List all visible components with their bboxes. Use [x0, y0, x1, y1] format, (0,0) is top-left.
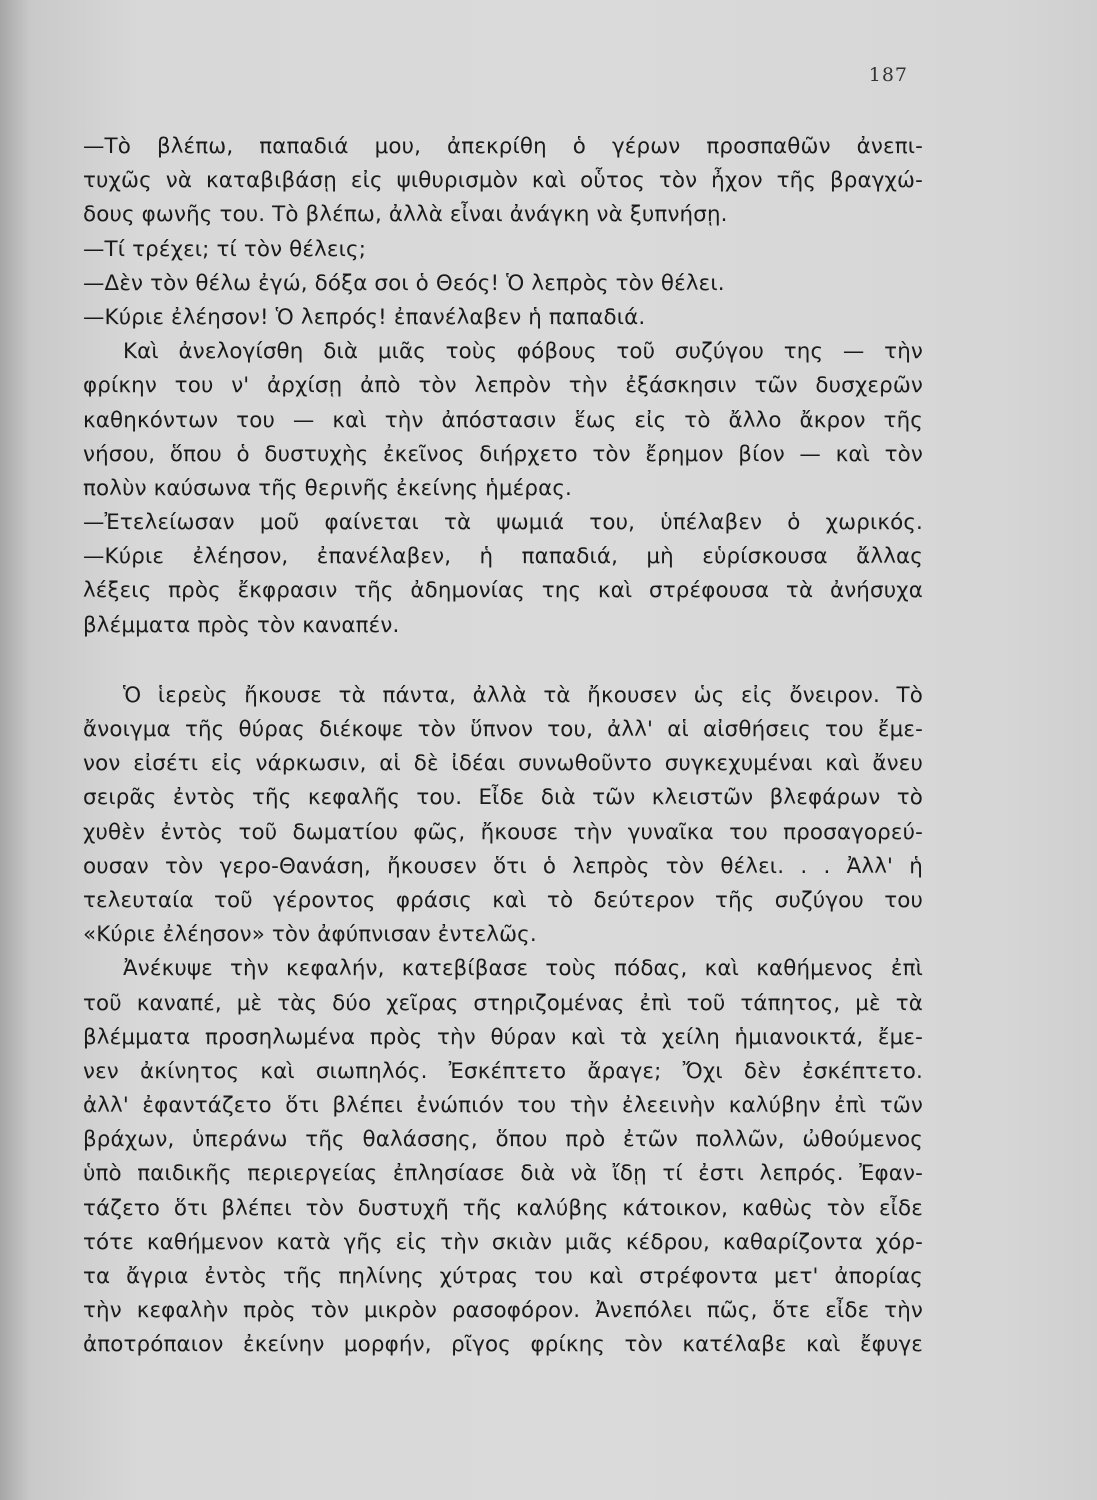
text-line: νήσου, ὅπου ὁ δυστυχὴς ἐκεῖνος διήρχετο τὸν ἔρημον βίον — καὶ τὸν — [83, 441, 923, 467]
paragraph — [83, 506, 923, 540]
text-line: τοῦ καναπέ, μὲ τὰς δύο χεῖρας στηριζομένας ἐπὶ τοῦ τάπητος, μὲ τὰ — [83, 990, 923, 1016]
text-line: Ἀνέκυψε τὴν κεφαλήν, κατεβίβασε τοὺς πόδας, καὶ καθήμενος ἐπὶ — [123, 956, 923, 982]
text-line: βλέμματα προσηλωμένα πρὸς τὴν θύραν καὶ τὰ χείλη ἡμιανοικτά, ἔμε- — [83, 1024, 923, 1050]
text-line: χυθὲν ἐντὸς τοῦ δωματίου φῶς, ἤκουσε τὴν γυναῖκα του προσαγορεύ- — [83, 819, 923, 845]
text-line: ἄνοιγμα τῆς θύρας διέκοψε τὸν ὕπνον του, ἀλλ' αἱ αἰσθήσεις του ἔμε- — [83, 717, 923, 742]
text-line: ουσαν τὸν γερο-Θανάση, ἤκουσεν ὅτι ὁ λεπρὸς τὸν θέλει. . . Ἀλλ' ἡ — [83, 853, 923, 879]
paragraph — [83, 267, 923, 301]
paragraph — [83, 335, 923, 506]
text-line: τυχῶς νὰ καταβιβάσῃ εἰς ψιθυρισμὸν καὶ οὗτος τὸν ἦχον τῆς βραγχώ- — [83, 168, 923, 194]
page-body-text — [83, 130, 923, 1363]
text-line: τότε καθήμενον κατὰ γῆς εἰς τὴν σκιὰν μιᾶς κέδρου, καθαρίζοντα χόρ- — [83, 1229, 923, 1255]
text-line: —Ἐτελείωσαν μοῦ φαίνεται τὰ ψωμιά του, ὑπέλαβεν ὁ χωρικός. — [83, 510, 923, 536]
text-line: βράχων, ὑπεράνω τῆς θαλάσσης, ὅπου πρὸ ἐτῶν πολλῶν, ὠθούμενος — [83, 1127, 923, 1153]
text-line: τελευταία τοῦ γέροντος φράσις καὶ τὸ δεύτερον τῆς συζύγου του — [83, 887, 923, 913]
paragraph — [83, 233, 923, 267]
text-line: βλέμματα πρὸς τὸν καναπέν. — [83, 612, 400, 638]
text-line: δους φωνῆς του. Τὸ βλέπω, ἀλλὰ εἶναι ἀνάγκη νὰ ξυπνήσῃ. — [83, 202, 728, 228]
text-line: ἀλλ' ἐφαντάζετο ὅτι βλέπει ἐνώπιόν του τὴν ἐλεεινὴν καλύβην ἐπὶ τῶν — [83, 1093, 923, 1119]
page-number: 187 — [868, 64, 908, 86]
paragraph — [83, 130, 923, 233]
text-line: φρίκην του ν' ἀρχίσῃ ἀπὸ τὸν λεπρὸν τὴν ἐξάσκησιν τῶν δυσχερῶν — [83, 373, 923, 399]
text-line: —Κύριε ἐλέησον, ἐπανέλαβεν, ἡ παπαδιά, μὴ εὑρίσκουσα ἄλλας — [83, 544, 923, 570]
paragraph — [83, 679, 923, 953]
text-line: λέξεις πρὸς ἔκφρασιν τῆς ἀδημονίας της καὶ στρέφουσα τὰ ἀνήσυχα — [83, 578, 923, 604]
text-line: —Δὲν τὸν θέλω ἐγώ, δόξα σοι ὁ Θεός! Ὁ λεπρὸς τὸν θέλει. — [83, 270, 725, 296]
text-line: τάζετο ὅτι βλέπει τὸν δυστυχῆ τῆς καλύβης κάτοικον, καθὼς τὸν εἶδε — [83, 1195, 923, 1221]
text-line: νον εἰσέτι εἰς νάρκωσιν, αἱ δὲ ἰδέαι συνωθοῦντο συγκεχυμέναι καὶ ἄνευ — [83, 751, 923, 777]
paragraph — [83, 540, 923, 643]
text-line: καθηκόντων του — καὶ τὴν ἀπόστασιν ἕως εἰς τὸ ἄλλο ἄκρον τῆς — [83, 407, 923, 433]
text-line: τα ἄγρια ἐντὸς τῆς πηλίνης χύτρας του καὶ στρέφοντα μετ' ἀπορίας — [83, 1264, 923, 1289]
paragraph — [83, 952, 923, 1362]
text-line: τὴν κεφαλὴν πρὸς τὸν μικρὸν ρασοφόρον. Ἀνεπόλει πῶς, ὅτε εἶδε τὴν — [83, 1298, 923, 1324]
text-line: —Τί τρέχει; τί τὸν θέλεις; — [83, 236, 367, 262]
text-line: νεν ἀκίνητος καὶ σιωπηλός. Ἐσκέπτετο ἄραγε; Ὄχι δὲν ἐσκέπτετο. — [83, 1058, 923, 1084]
text-line: —Τὸ βλέπω, παπαδιά μου, ἀπεκρίθη ὁ γέρων προσπαθῶν ἀνεπι- — [83, 134, 923, 159]
text-line: ὑπὸ παιδικῆς περιεργείας ἐπλησίασε διὰ νὰ ἴδῃ τί ἐστι λεπρός. Ἐφαν- — [83, 1161, 923, 1187]
text-line: ἀποτρόπαιον ἐκείνην μορφήν, ρῖγος φρίκης τὸν κατέλαβε καὶ ἔφυγε — [83, 1332, 923, 1358]
paragraph — [83, 301, 923, 335]
text-line: Καὶ ἀνελογίσθη διὰ μιᾶς τοὺς φόβους τοῦ συζύγου της — τὴν — [123, 339, 923, 365]
text-line: —Κύριε ἐλέησον! Ὁ λεπρός! ἐπανέλαβεν ἡ παπαδιά. — [83, 304, 646, 330]
text-line: σειρᾶς ἐντὸς τῆς κεφαλῆς του. Εἶδε διὰ τῶν κλειστῶν βλεφάρων τὸ — [83, 785, 923, 811]
text-line: πολὺν καύσωνα τῆς θερινῆς ἐκείνης ἡμέρας. — [83, 475, 573, 501]
text-line: «Κύριε ἐλέησον» τὸν ἀφύπνισαν ἐντελῶς. — [83, 922, 537, 948]
text-line: Ὁ ἱερεὺς ἤκουσε τὰ πάντα, ἀλλὰ τὰ ἤκουσεν ὡς εἰς ὄνειρον. Τὸ — [123, 682, 923, 708]
